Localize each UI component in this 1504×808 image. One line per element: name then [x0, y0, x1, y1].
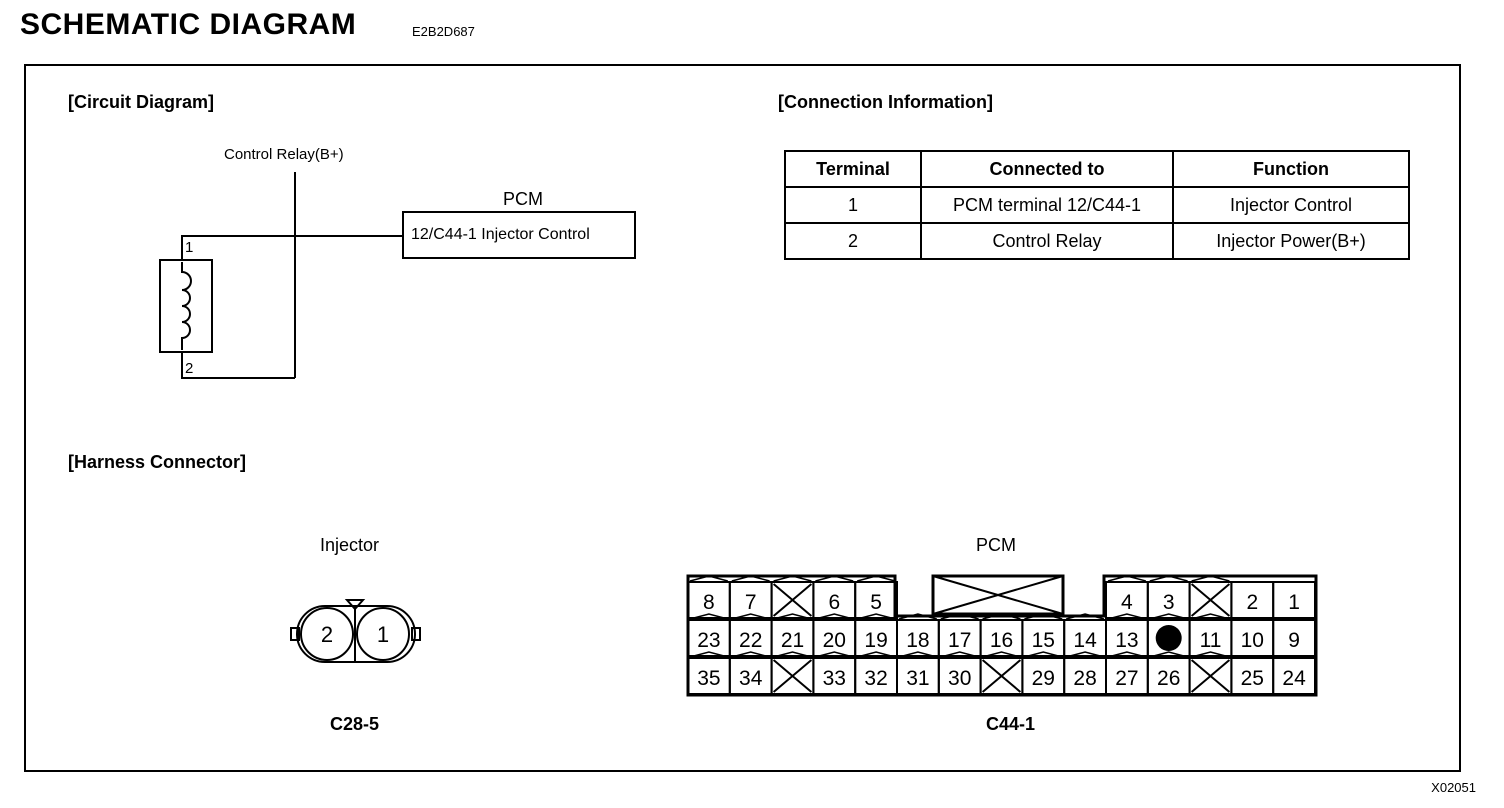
pcm-pin-label: 28 [1073, 667, 1097, 690]
cell-function: Injector Control [1173, 187, 1409, 223]
header-function: Function [1173, 151, 1409, 187]
pin1-label: 1 [185, 239, 194, 256]
pcm-pin-label: 5 [870, 591, 882, 614]
pcm-pin-label: 4 [1121, 591, 1133, 614]
cell-connected-to: Control Relay [921, 223, 1173, 259]
pcm-pin-label: 10 [1240, 629, 1264, 652]
pcm-pin-label: 13 [1115, 629, 1139, 652]
pcm-pin-label: 17 [948, 629, 972, 652]
injector-pin-2-label: 2 [320, 622, 334, 647]
pcm-pin-label: 30 [948, 667, 972, 690]
figure-id: X02051 [1431, 780, 1476, 795]
pcm-pin-label: 2 [1246, 591, 1259, 614]
circuit-section-title: [Circuit Diagram] [68, 92, 215, 112]
pcm-pin-label: 33 [822, 667, 846, 690]
pcm-pin-label: 7 [744, 591, 757, 614]
document-code: E2B2D687 [412, 24, 475, 39]
control-relay-label: Control Relay(B+) [224, 146, 344, 163]
pcm-pin-label: 20 [822, 629, 846, 652]
pcm-connector-id: C44-1 [986, 714, 1036, 734]
pcm-pin-label: 16 [989, 629, 1014, 652]
pcm-connector-label: PCM [976, 535, 1016, 555]
pcm-pin-label: 9 [1288, 629, 1300, 652]
cell-terminal: 2 [785, 223, 921, 259]
injector-pin-1-label: 1 [376, 622, 390, 647]
pcm-pin-label: 25 [1240, 667, 1264, 690]
cell-function: Injector Power(B+) [1173, 223, 1409, 259]
pcm-pin-label: 35 [697, 667, 721, 690]
cell-connected-to: PCM terminal 12/C44-1 [921, 187, 1173, 223]
pcm-box-text: 12/C44-1 Injector Control [411, 226, 590, 243]
cell-terminal: 1 [785, 187, 921, 223]
pcm-pin-label: 14 [1073, 629, 1097, 652]
page-title: SCHEMATIC DIAGRAM [20, 8, 357, 41]
pcm-pin-label: 24 [1282, 667, 1306, 690]
pcm-pin-label: 21 [780, 629, 805, 652]
pcm-label: PCM [503, 189, 543, 209]
pcm-pin-label: 18 [906, 629, 930, 652]
injector-connector-id: C28-5 [330, 714, 380, 734]
pcm-pin-label: 27 [1115, 667, 1139, 690]
pcm-pin-label: 23 [697, 629, 721, 652]
pcm-pin-label: 22 [739, 629, 763, 652]
pcm-pin-label: 8 [703, 591, 715, 614]
pcm-pin-label: 19 [864, 629, 888, 652]
connection-section-title: [Connection Information] [778, 92, 993, 112]
header-terminal: Terminal [785, 151, 921, 187]
pcm-pin-label: 3 [1162, 591, 1175, 614]
pcm-pin-label: 29 [1031, 667, 1055, 690]
pcm-pin-label: 26 [1157, 667, 1181, 690]
header-connected-to: Connected to [921, 151, 1173, 187]
pcm-pin-label: 31 [906, 667, 930, 690]
pin2-label: 2 [185, 360, 194, 377]
pcm-active-pin-icon [1156, 625, 1182, 651]
pcm-pin-label: 32 [864, 667, 888, 690]
pcm-pin-label: 34 [739, 667, 763, 690]
pcm-pin-label: 15 [1031, 629, 1055, 652]
pcm-pin-label: 6 [828, 591, 841, 614]
pcm-pin-label: 11 [1199, 629, 1222, 652]
pcm-pin-label: 1 [1288, 591, 1300, 614]
injector-connector-label: Injector [320, 535, 380, 555]
harness-section-title: [Harness Connector] [68, 452, 247, 472]
